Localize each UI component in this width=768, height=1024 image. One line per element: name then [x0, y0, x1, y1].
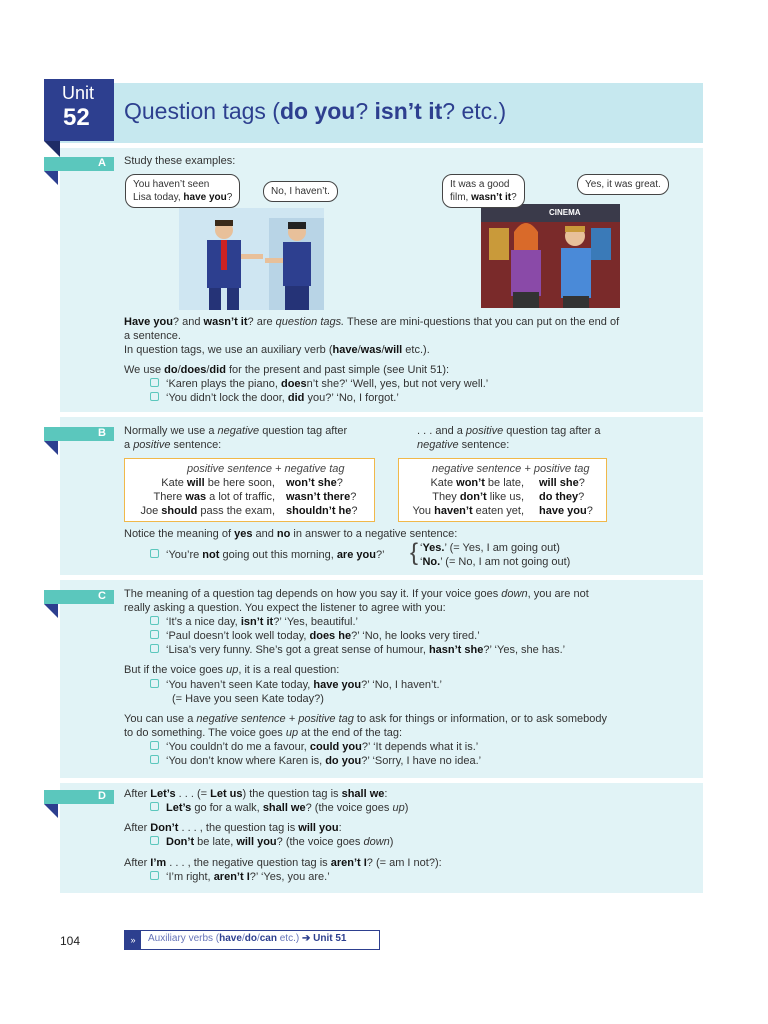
cinema-sign: CINEMA: [549, 208, 581, 217]
section-a-para1-cont: a sentence.: [124, 330, 181, 342]
section-d-line2: After Don’t . . . , the question tag is will you:: [124, 822, 342, 834]
box-tag: wasn’t there?: [286, 491, 357, 503]
bullet-icon: [150, 630, 159, 639]
example-item: ‘Karen plays the piano, doesn’t she?’ ‘Well, yes, but not very well.’: [150, 377, 488, 391]
bullet-icon: [150, 644, 159, 653]
box-sentence: Kate will be here soon,: [161, 477, 275, 489]
example-item: ‘It’s a nice day, isn’t it?’ ‘Yes, beautiful.’: [150, 615, 358, 629]
negative-positive-tag-box: [398, 458, 607, 522]
brace-icon: {: [410, 539, 419, 566]
section-a-para3: We use do/does/did for the present and past simple (see Unit 51):: [124, 364, 450, 376]
arrow-icon: »: [125, 931, 141, 949]
speech-bubble-have-you: You haven’t seen Lisa today, have you?: [125, 174, 240, 208]
box-tag: won’t she?: [286, 477, 343, 489]
section-b-tab: B: [44, 427, 114, 441]
unit-label: Unit: [62, 83, 95, 103]
section-c-para2: But if the voice goes up, it is a real question:: [124, 664, 340, 676]
example-item: ‘Lisa’s very funny. She’s got a great sense of humour, hasn’t she?’ ‘Yes, she has.’: [150, 643, 565, 657]
example-note: (= Have you seen Kate today?): [172, 693, 324, 705]
example-item: ‘You didn’t lock the door, did you?’ ‘No, I forgot.’: [150, 391, 399, 405]
section-d-line1: After Let’s . . . (= Let us) the question tag is shall we:: [124, 788, 388, 800]
box-sentence: Joe should pass the exam,: [140, 505, 275, 517]
speech-bubble-yes-great: Yes, it was great.: [577, 174, 669, 195]
bullet-icon: [150, 392, 159, 401]
example-item: ‘You’re not going out this morning, are you?’: [150, 548, 385, 562]
section-b-left-intro-cont: a positive sentence:: [124, 439, 222, 451]
box-heading: positive sentence + negative tag: [187, 463, 345, 475]
box-sentence: You haven’t eaten yet,: [412, 505, 524, 517]
bullet-icon: [150, 755, 159, 764]
answer-no: ‘No.’ (= No, I am not going out): [420, 556, 571, 568]
example-item: ‘You haven’t seen Kate today, have you?’ ‘No, I haven’t.’: [150, 678, 442, 692]
example-item: ‘Paul doesn’t look well today, does he?’ ‘No, he looks very tired.’: [150, 629, 480, 643]
section-a-para1: Have you? and wasn’t it? are question tags. These are mini-questions that you can put on the end of: [124, 316, 620, 328]
bullet-icon: [150, 616, 159, 625]
box-tag: shouldn’t he?: [286, 505, 358, 517]
section-b-right-intro-cont: negative sentence:: [417, 439, 510, 451]
bullet-icon: [150, 549, 159, 558]
unit-number: 52: [63, 104, 90, 131]
answer-yes: ‘Yes.’ (= Yes, I am going out): [420, 542, 560, 554]
bullet-icon: [150, 741, 159, 750]
example-item: ‘I’m right, aren’t I?’ ‘Yes, you are.’: [150, 870, 330, 884]
box-sentence: They don’t like us,: [432, 491, 524, 503]
bullet-icon: [150, 802, 159, 811]
box-tag: have you?: [539, 505, 593, 517]
section-a-tab: A: [44, 157, 114, 171]
section-b-left-intro: Normally we use a negative question tag after: [124, 425, 348, 437]
section-a-intro: Study these examples:: [124, 155, 236, 167]
box-sentence: Kate won’t be late,: [430, 477, 524, 489]
bullet-icon: [150, 378, 159, 387]
section-d-line3: After I’m . . . , the negative question tag is aren’t I? (= am I not?):: [124, 857, 442, 869]
example-item: Let’s go for a walk, shall we? (the voice goes up): [150, 801, 408, 815]
office-conversation-illustration: [179, 208, 324, 310]
cross-reference-text: Auxiliary verbs (have/do/can etc.) ➔ Unit 51: [148, 933, 347, 944]
section-b-notice: Notice the meaning of yes and no in answer to a negative sentence:: [124, 528, 458, 540]
section-c-para3: You can use a negative sentence + positive tag to ask for things or information, or to ask somebody: [124, 713, 607, 725]
example-item: Don’t be late, will you? (the voice goes down): [150, 835, 393, 849]
section-a-para2: In question tags, we use an auxiliary verb (have/was/will etc.).: [124, 344, 430, 356]
bullet-icon: [150, 836, 159, 845]
speech-bubble-no-i-havent: No, I haven’t.: [263, 181, 338, 202]
section-b-right-intro: . . . and a positive question tag after a: [417, 425, 601, 437]
page-title: Question tags (do you? isn’t it? etc.): [124, 98, 507, 124]
section-c-tab: C: [44, 590, 114, 604]
unit-badge: [44, 79, 114, 141]
positive-negative-tag-box: [124, 458, 375, 522]
cross-reference-link[interactable]: [124, 930, 380, 950]
page-number: 104: [60, 934, 81, 948]
speech-bubble-wasnt-it: It was a good film, wasn’t it?: [442, 174, 525, 208]
bullet-icon: [150, 679, 159, 688]
section-d-tab: D: [44, 790, 114, 804]
example-item: ‘You don’t know where Karen is, do you?’ ‘Sorry, I have no idea.’: [150, 754, 481, 768]
section-c-para3-cont: to do something. The voice goes up at the end of the tag:: [124, 727, 403, 739]
box-tag: will she?: [539, 477, 585, 489]
box-heading: negative sentence + positive tag: [432, 463, 590, 475]
box-tag: do they?: [539, 491, 585, 503]
bullet-icon: [150, 871, 159, 880]
section-c-para1-cont: really asking a question. You expect the listener to agree with you:: [124, 602, 446, 614]
box-sentence: There was a lot of traffic,: [153, 491, 275, 503]
example-item: ‘You couldn’t do me a favour, could you?’ ‘It depends what it is.’: [150, 740, 478, 754]
section-c-para1: The meaning of a question tag depends on how you say it. If your voice goes down, you are not: [124, 588, 589, 600]
